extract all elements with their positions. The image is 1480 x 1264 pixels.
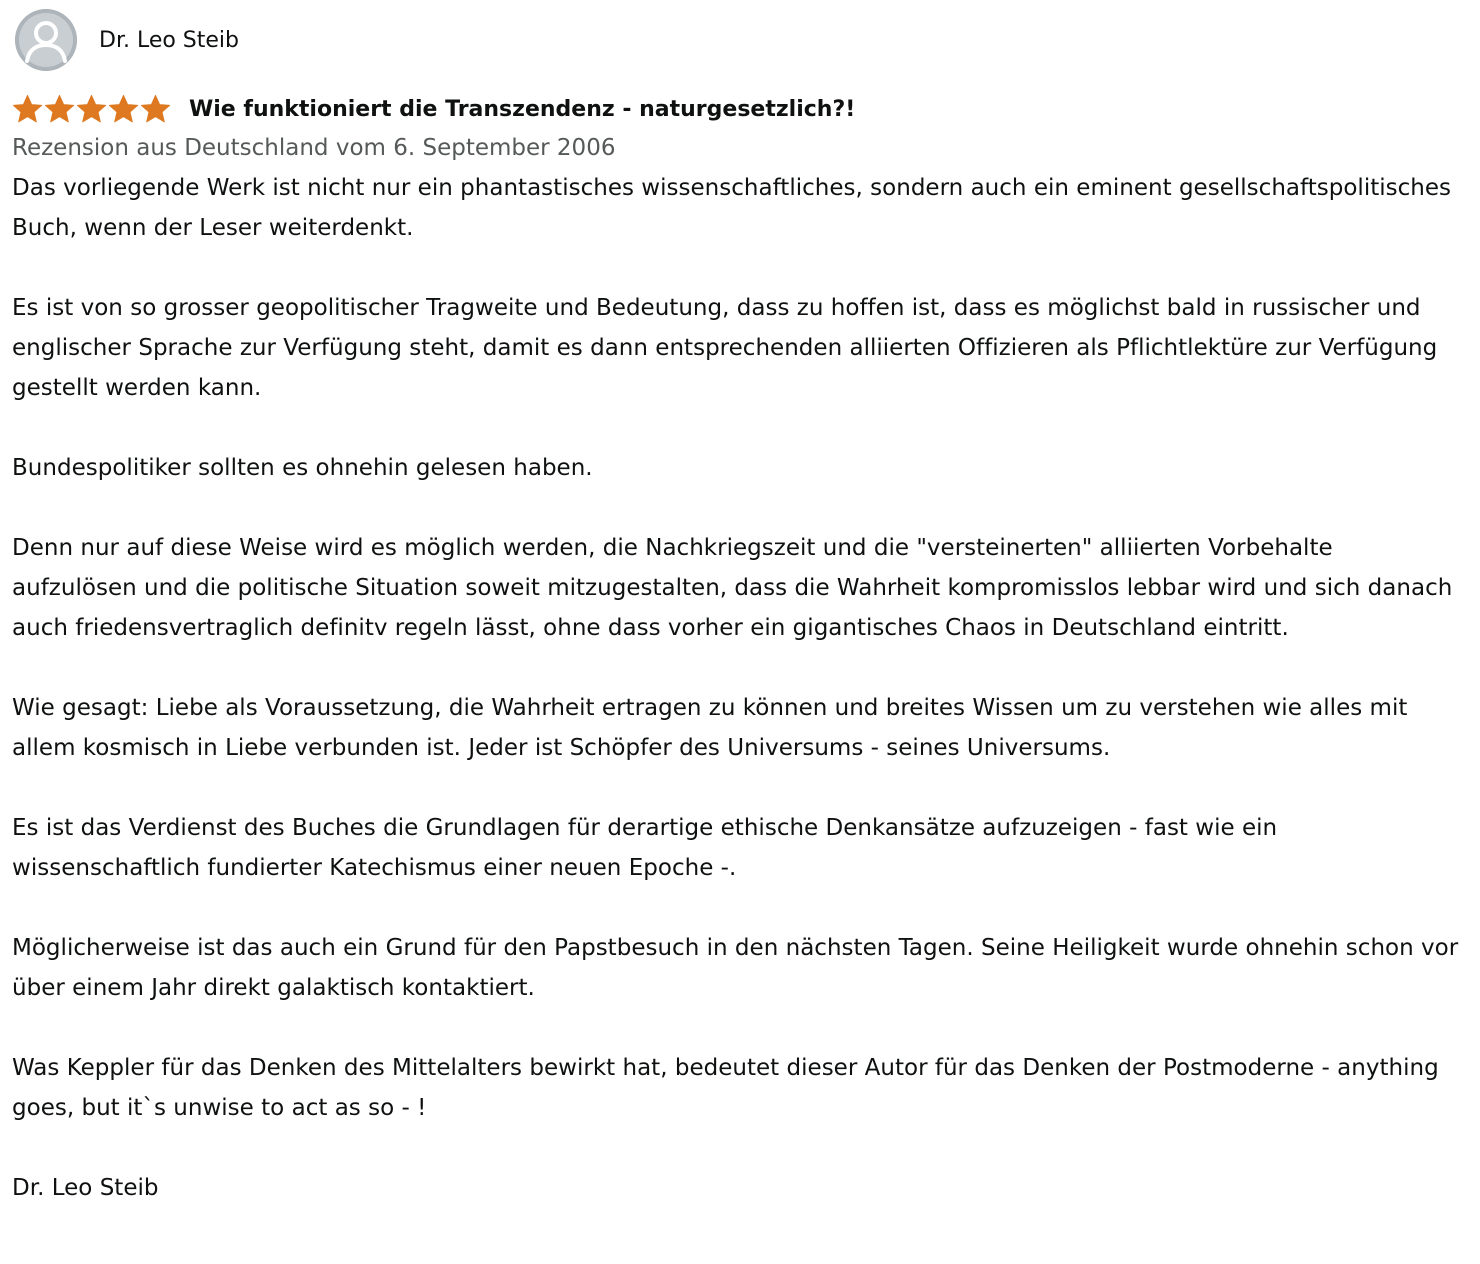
review-signature: Dr. Leo Steib	[12, 1175, 159, 1201]
review-paragraph: Es ist von so grosser geopolitischer Tragweite und Bedeutung, dass zu hoffen ist, dass es möglichst bald in russischer und englischer Sprache zur Verfügung steht, damit es dann entsprechenden alliierten Offizieren als Pflichtlektüre zur Verfügung gestellt werden kann.	[12, 295, 1438, 401]
review-paragraph: Bundespolitiker sollten es ohnehin gelesen haben.	[12, 455, 593, 481]
review-title-row	[12, 90, 1462, 128]
review-paragraph: Denn nur auf diese Weise wird es möglich werden, die Nachkriegszeit und die "versteinerten" alliierten Vorbehalte aufzulösen und die politische Situation soweit mitzugestalten, dass die Wahrheit kompromisslos lebbar wird und sich danach auch friedensvertraglich definitv regeln lässt, ohne dass vorher ein gigantisches Chaos in Deutschland eintritt.	[12, 535, 1453, 641]
review-title[interactable]: Wie funktioniert die Transzendenz - naturgesetzlich?!	[189, 96, 856, 122]
star-icon	[12, 94, 43, 124]
review-paragraph: Es ist das Verdienst des Buches die Grundlagen für derartige ethische Denkansätze aufzuzeigen - fast wie ein wissenschaftlich fundierter Katechismus einer neuen Epoche -.	[12, 815, 1278, 881]
reviewer-name[interactable]: Dr. Leo Steib	[99, 27, 240, 53]
star-icon	[140, 94, 171, 124]
reviewer-profile[interactable]	[12, 8, 1462, 72]
review-body	[12, 168, 1462, 1208]
review-paragraph: Möglicherweise ist das auch ein Grund für den Papstbesuch in den nächsten Tagen. Seine Heiligkeit wurde ohnehin schon vor über einem Jahr direkt galaktisch kontaktiert.	[12, 935, 1459, 1001]
star-rating[interactable]	[12, 94, 171, 124]
star-icon	[108, 94, 139, 124]
review-card	[12, 8, 1462, 1208]
star-icon	[76, 94, 107, 124]
review-paragraph: Das vorliegende Werk ist nicht nur ein phantastisches wissenschaftliches, sondern auch ein eminent gesellschaftspolitisches Buch, wenn der Leser weiterdenkt.	[12, 175, 1452, 241]
star-icon	[44, 94, 75, 124]
user-avatar-icon[interactable]	[15, 9, 77, 71]
review-paragraph: Wie gesagt: Liebe als Voraussetzung, die Wahrheit ertragen zu können und breites Wissen um zu verstehen wie alles mit allem kosmisch in Liebe verbunden ist. Jeder ist Schöpfer des Universums - seines Universums.	[12, 695, 1408, 761]
review-paragraph: Was Keppler für das Denken des Mittelalters bewirkt hat, bedeutet dieser Autor für das Denken der Postmoderne - anything goes, but it`s unwise to act as so - !	[12, 1055, 1439, 1121]
review-date: Rezension aus Deutschland vom 6. September 2006	[12, 135, 616, 161]
